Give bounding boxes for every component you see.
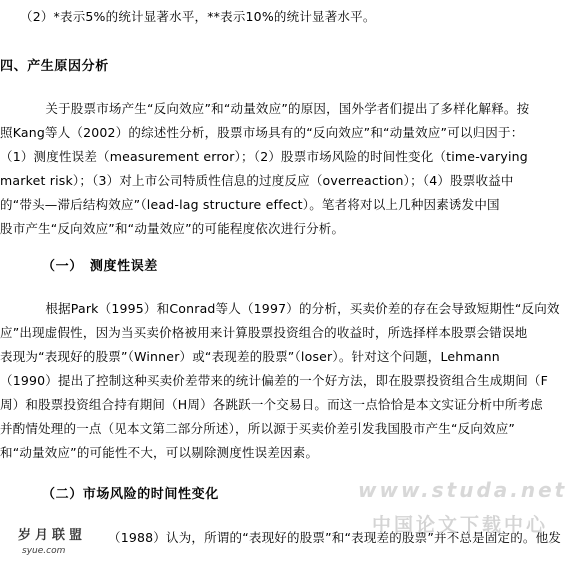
section-heading: 四、产生原因分析 bbox=[0, 59, 109, 74]
paragraph-line: 并酌情处理的一点（见本文第二部分所述），所以源于买卖价差引发我国股市产生“反向效应” bbox=[0, 421, 516, 436]
paragraph-line: 的“带头—滞后结构效应”（lead-lag structure effect）。笔者将对以上几种因素诱发中国 bbox=[0, 197, 500, 212]
table-note: （2）*表示5%的统计显著水平，**表示10%的统计显著水平。 bbox=[20, 9, 376, 24]
subheading-market-risk: （二）市场风险的时间性变化 bbox=[42, 487, 219, 502]
watermark-url: www.studa.net bbox=[358, 478, 568, 502]
paragraph-line: market risk）；（3）对上市公司特质性信息的过度反应（overreaction）；（4）股票收益中 bbox=[0, 173, 514, 188]
paragraph-line-partial: （1988）认为，所谓的“表现好的股票”和“表现差的股票”并不总是固定的。他发 bbox=[108, 530, 562, 545]
logo-url: syue.com bbox=[22, 546, 66, 556]
paragraph-line: 周）和股票投资组合持有期间（H周）各跳跃一个交易日。而这一点恰恰是本文实证分析中所考虑 bbox=[0, 397, 544, 412]
paragraph-line: 根据Park（1995）和Conrad等人（1997）的分析，买卖价差的存在会导致短期性“反向效 bbox=[20, 301, 560, 316]
logo-text: 岁月联盟 bbox=[18, 528, 87, 543]
watermark-text: 中国论文下载中心 bbox=[372, 514, 549, 536]
subheading-measurement-error: （一） 测度性误差 bbox=[42, 259, 158, 274]
paragraph-line: 股市产生“反向效应”和“动量效应”的可能程度依次进行分析。 bbox=[0, 221, 345, 236]
paragraph-line: 和“动量效应”的可能性不大，可以剔除测度性误差因素。 bbox=[0, 445, 319, 460]
paragraph-line: 照Kang等人（2002）的综述性分析，股票市场具有的“反向效应”和“动量效应”可以归因于： bbox=[0, 125, 524, 140]
paragraph-line: （1）测度性误差（measurement error）；（2）股票市场风险的时间性变化（time-varying bbox=[0, 149, 528, 164]
paragraph-line: 关于股票市场产生“反向效应”和“动量效应”的原因，国外学者们提出了多样化解释。按 bbox=[20, 101, 530, 116]
paragraph-line: 表现为“表现好的股票”（Winner）或“表现差的股票”（loser）。针对这个问题，Lehmann bbox=[0, 349, 500, 364]
paragraph-line: 应”出现虚假性，因为当买卖价格被用来计算股票投资组合的收益时，所选择样本股票会错误地 bbox=[0, 325, 528, 340]
paragraph-line: （1990）提出了控制这种买卖价差带来的统计偏差的一个好方法，即在股票投资组合生成期间（F bbox=[0, 373, 549, 388]
site-logo bbox=[18, 524, 86, 543]
